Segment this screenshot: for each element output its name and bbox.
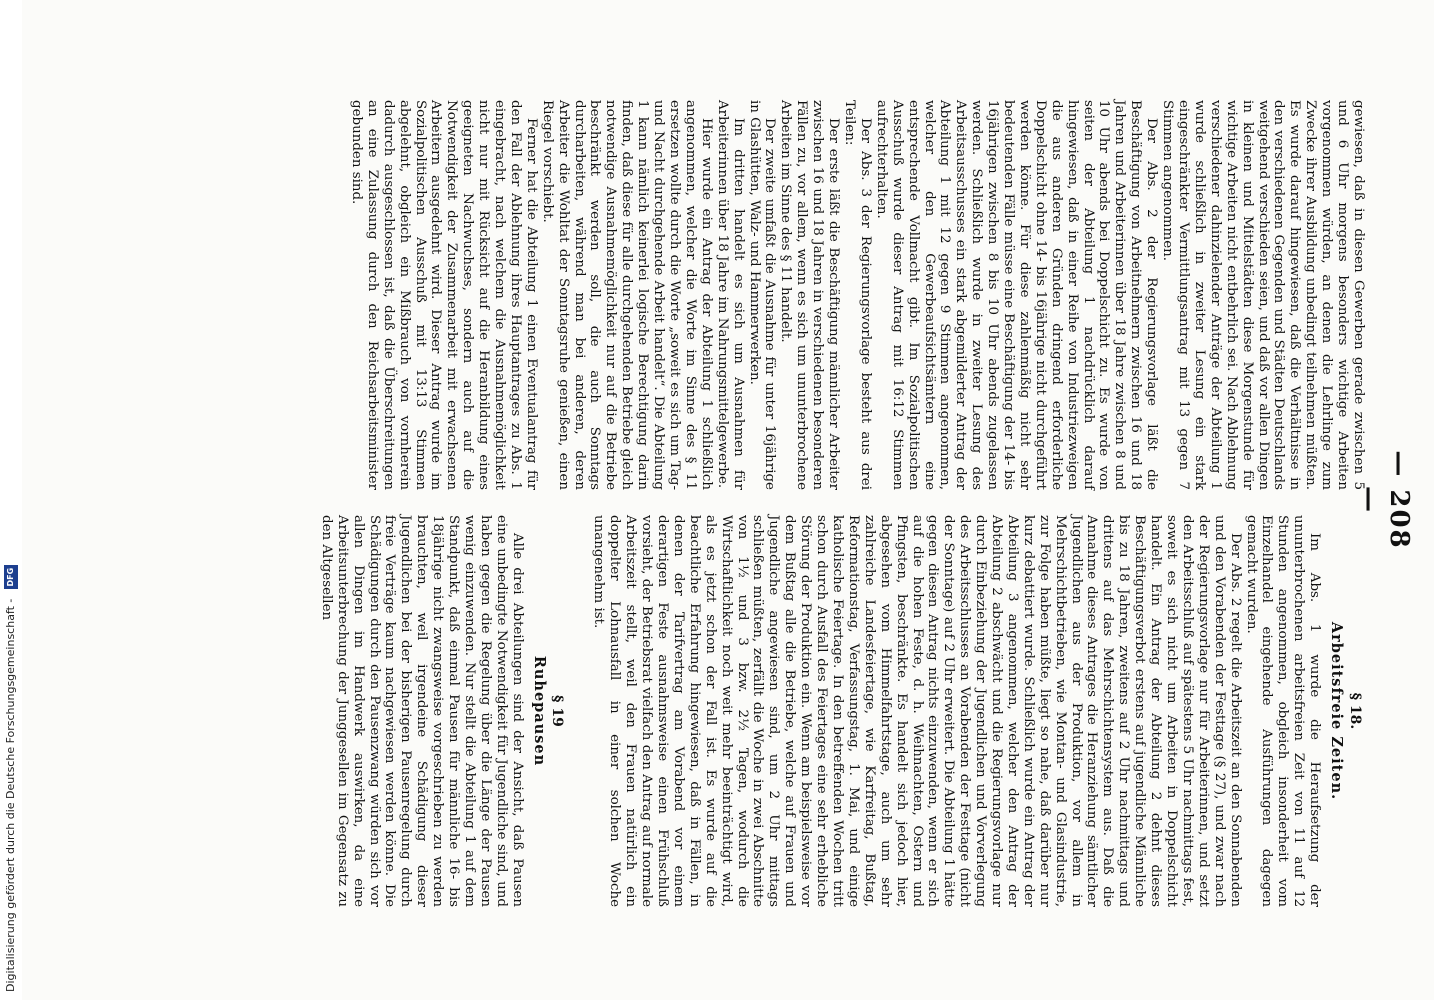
- left-paragraph-5: Der zweite umfaßt die Ausnahme für unter 16jährige in Glashütten, Walz- und Hammerwerken.: [746, 100, 778, 490]
- section-18-title: Arbeitsfreie Zeiten.: [1328, 621, 1346, 801]
- left-paragraph-3: Der Abs. 3 der Regierungsvorlage besteht aus drei Teilen:: [842, 100, 873, 490]
- section-18-heading: § 18.: [1347, 692, 1363, 730]
- section-18-paragraph-2: Der Abs. 2 regelt die Arbeitszeit an den Sonnabenden und den Vorabenden der Festtage (§ 27), und zwar nach der Regierungsvorlage nur für Arbeiterinnen, und setzt den Arbeitsschluß auf spätestens 5 Uhr nachmittags fest, soweit es sich nicht um Arbeiten in Doppelschicht handelt. Ein Antrag der Abteilung 2 dehnt dieses Beschäftigungsverbot erstens auf jugendliche Männliche bis zu 18 Jahren, zweitens auf 2 Uhr nachmittags und drittens auf das Mehrschichtensystem aus. Daß die Annahme dieses Antrages die Heranziehung sämtlicher Jugendlichen aus der Produktion, vor allem in Mehrschichtbetrieben, wie Montan- und Glasindustrie, zur Folge haben müßte, liegt so nahe, daß darüber nur kurz debattiert wurde. Schließlich wurde ein Antrag der Abteilung 3 angenommen, welcher den Antrag der Abteilung 2 abschwächt und die Regierungsvorlage nur durch Einbeziehung der Jugendlichen und Vorverlegung des Arbeitsschlusses an Vorabenden der Festtage (nicht der Sonntage) auf 2 Uhr erweitert. Die Abteilung 1 hätte gegen diesen Antrag nichts einzuwenden, wenn er sich auf die hohen Feste, d. h. Weihnachten, Ostern und Pfingsten, beschränkte. Es handelt sich jedoch hier, abgesehen vom Himmelfahrtstage, auch um sehr zahlreiche Landesfeiertage, wie Karfreitag, Bußtag, Reformationstag, Verfassungstag, 1. Mai, und einige katholische Feiertage. In den betreffenden Wochen tritt schon durch Ausfall des Feiertages eine sehr erhebliche Störung der Produktion ein. Wenn am beispielsweise vor dem Bußtag alle die Betriebe, welche auf Frauen und Jugendliche angewiesen sind, um 2 Uhr mittags schließen müßten, zerfällt die Woche in zwei Abschnitte von 1½ und 3 bzw. 2½ Tagen, wodurch die Wirtschaftlichkeit noch weit mehr beeinträchtigt wird, als es jetzt schon der Fall ist. Es wurde auf die beachtliche Erfahrung hingewiesen, daß in Fällen, in denen der Tarifvertrag am Vorabend vor einem derartigen Feste ausnahmsweise einen Frühschluß vorsieht, der Betriebsrat vielfach den Antrag auf normale Arbeitszeit stellt, weil den Frauen natürlich ein doppelter Lohnausfall in einer solchen Woche unangenehm ist.: [591, 515, 1243, 907]
- dfg-logo-icon: DFG: [4, 565, 18, 589]
- right-column: [16, 515, 1366, 907]
- digitization-credit: [0, 0, 22, 1000]
- digitization-credit-text: Digitalisierung gefördert durch die Deutsche Forschungsgemeinschaft -: [4, 598, 17, 992]
- left-paragraph-2: Der Abs. 2 der Regierungsvorlage läßt die Beschäftigung von Arbeitnehmern zwischen 16 und 18 Jahren und Arbeiterinnen über 18 Jahre zwischen 8 und 10 Uhr abends bei Doppelschicht zu. Es wurde von seiten der Abteilung 1 nachdrücklich darauf hingewiesen, daß in einer Reihe von Industriezweigen die aus anderen Gründen dringend erforderliche Doppelschicht ohne 14- bis 16jährige nicht durchgeführt werden könne. Für diese zahlenmäßig nicht sehr bedeutenden Fälle müsse eine Beschäftigung der 14- bis 16jährigen zwischen 8 bis 10 Uhr abends zugelassen werden. Schließlich wurde in zweiter Lesung des Arbeitsausschusses ein stark abgemilderter Antrag der Abteilung 1 mit 12 gegen 9 Stimmen angenommen, welcher den Gewerbeaufsichtsämtern eine entsprechende Vollmacht gibt. Im Sozialpolitischen Ausschuß wurde dieser Antrag mit 16:12 Stimmen aufrechterhalten.: [873, 100, 1160, 490]
- section-19-paragraph-1: Alle drei Abteilungen sind der Ansicht, daß Pausen eine unbedingte Notwendigkeit für Jugendliche sind, und haben gegen die Regelung über die Länge der Pausen wenig einzuwenden. Nur stellt die Abteilung 1 auf dem Standpunkt, daß einmal Pausen für männliche 16- bis 18jährige nicht zwangsweise vorgeschrieben zu werden brauchten, weil irgendeine Schädigung dieser Jugendlichen bei der bisherigen Pausenregelung durch freie Verträge kaum nachgewiesen werden könne. Die Schädigungen durch den Pausenzwang würden sich vor allen Dingen im Handwerk auswirken, da eine Arbeitsunterbrechung der Junggesellen im Gegensatz zu den Altgesellen: [318, 515, 525, 907]
- left-paragraph-1: gewiesen, daß in diesen Gewerben gerade zwischen 5 und 6 Uhr morgens besonders wichtige Arbeiten vorgenommen würden, an denen die Lehrlinge zum Zwecke ihrer Ausbildung unbedingt teilnehmen müßten. Es wurde darauf hingewiesen, daß die Verhältnisse in den verschiedenen Gegenden und Städten Deutschlands weitgehend verschieden seien, und daß vor allen Dingen in kleinen und Mittelstädten diese Morgenstunde für wichtige Arbeiten nicht entbehrlich sei. Nach Ablehnung verschiedener dahinzielender Anträge der Abteilung 1 wurde schließlich in zweiter Lesung ein stark eingeschränkter Vermittlungsantrag mit 13 gegen 7 Stimmen angenommen.: [1160, 100, 1366, 490]
- section-divider-space: [569, 515, 591, 907]
- left-paragraph-8: Ferner hat die Abteilung 1 einen Eventualantrag für den Fall der Ablehnung ihres Hauptantrages zu Abs. 1 eingebracht, nach welchem die Ausnahmemöglichkeit nicht nur mit Rücksicht auf die Heranbildung eines geeigneten Nachwuchses, sondern auch auf die Notwendigkeit der Zusammenarbeit mit erwachsenen Arbeitern ausgedehnt wird. Dieser Antrag wurde im Sozialpolitischen Ausschuß mit 13:13 Stimmen abgelehnt, obgleich ein Mißbrauch von vornherein dadurch ausgeschlossen ist, daß die Überschreitungen an eine Zulassung durch den Reichsarbeitsminister gebunden sind.: [348, 100, 539, 490]
- left-column: [16, 100, 1366, 490]
- section-18-paragraph-1: Im Abs. 1 wurde die Heraufsetzung der ununterbrochenen arbeitsfreien Zeit von 11 auf 12 Stunden angenommen, obgleich insonderheit vom Einzelhandel eingehende Ausführungen dagegen gemacht wurden.: [1243, 515, 1323, 907]
- left-paragraph-4: Der erste läßt die Beschäftigung männlicher Arbeiter zwischen 16 und 18 Jahren in verschiedenen besonderen Fällen zu, vor allem, wenn es sich um ununterbrochene Arbeiten im Sinne des § 11 handelt.: [778, 100, 842, 490]
- page-number: — 208 —: [1354, 450, 1414, 550]
- section-19-heading: § 19: [549, 695, 566, 727]
- left-paragraph-6: Im dritten handelt es sich um Ausnahmen für Arbeiterinnen über 18 Jahre im Nahrungsmittelgewerbe.: [714, 100, 746, 490]
- section-19-title: Ruhepausen: [530, 655, 548, 767]
- digitization-strip: [0, 0, 22, 1000]
- left-paragraph-7: Hier wurde ein Antrag der Abteilung 1 schließlich angenommen, welcher die Worte im Sinne des § 11 ersetzen wollte durch die Worte „soweit es sich um Tag- und Nacht durchgehende Arbeit handelt“. Die Abteilung 1 kann nämlich keinerlei logische Berechtigung darin finden, daß diese für alle durchgehenden Betriebe gleich notwendige Ausnahmemöglichkeit nur auf die Betriebe beschränkt werden soll, die auch Sonntags durcharbeiten, während man bei anderen, deren Arbeiter die Wohltat der Sonntagsruhe genießen, einen Riegel vorschiebt.: [539, 100, 714, 490]
